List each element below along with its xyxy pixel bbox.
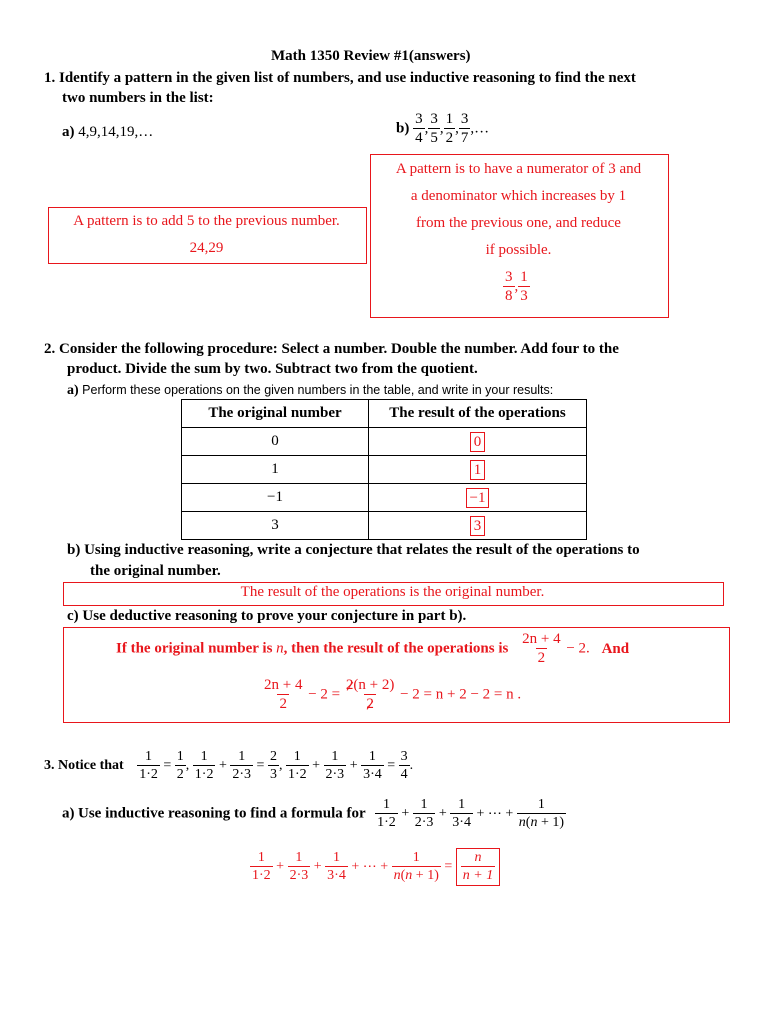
notice-frac: $\frac{2}{3}$	[269, 749, 277, 782]
table-row	[182, 428, 587, 456]
table-cell-result	[369, 428, 587, 456]
answer-2c-eq-tail: − 2 = n + 2 − 2 = n .	[400, 686, 522, 703]
formula-frac: $\frac{1}{1\cdot 2}$	[377, 797, 396, 830]
notice-frac: $\frac{1}{1\cdot 2}$	[139, 749, 158, 782]
question-1b-frac-3: $\frac{1}{2}$	[445, 111, 454, 146]
table-header-row	[182, 400, 587, 428]
answer-2c-line1	[116, 632, 629, 666]
result-value: 3	[470, 516, 486, 536]
answer-3a-formula: $\frac{1}{1\cdot 2}$ + $\frac{1}{2\cdot 3}$ + $\frac{1}{3\cdot 4}$ + ⋯ + $\frac{1}{n(n + 1)}$ = $\frac{n}{n + 1}$	[250, 848, 500, 886]
answer-2c-eq-part1: − 2 =	[308, 686, 341, 703]
question-2c-text: Use deductive reasoning to prove your conjecture in part b).	[82, 608, 467, 624]
answer-frac: $\frac{1}{n(n + 1)}$	[393, 850, 439, 883]
answer-3a-numerator: n	[474, 850, 482, 865]
answer-1b-line1: A pattern is to have a numerator of 3 and	[395, 161, 642, 177]
answer-frac: $\frac{1}{2\cdot 3}$	[289, 850, 309, 883]
question-2-number: 2.	[44, 341, 56, 357]
question-2b-label: b)	[67, 542, 81, 558]
table-cell-result	[369, 484, 587, 512]
question-3a-line: a) Use inductive reasoning to find a formula for $\frac{1}{1\cdot 2}$ + $\frac{1}{2\cdot 3}$ + $\frac{1}{3\cdot 4}$ + ⋯ + $\frac{1}{n(n + 1)}$	[62, 797, 564, 830]
notice-frac: $\frac{1}{2\cdot 3}$	[325, 749, 345, 782]
question-2b-text1: Using inductive reasoning, write a conjecture that relates the result of the operations to	[84, 542, 640, 558]
question-1b-ellipsis: ,…	[470, 120, 490, 137]
answer-2b-text: The result of the operations is the original number.	[240, 584, 545, 600]
table-cell-original: −1	[182, 484, 369, 512]
formula-frac: $\frac{1}{3\cdot 4}$	[452, 797, 471, 830]
notice-frac: $\frac{3}{4}$	[400, 749, 408, 782]
question-1-number: 1	[44, 70, 52, 86]
operations-table	[181, 399, 587, 540]
answer-2c-prefix: If the original number is	[116, 640, 273, 657]
question-2a-label: a)	[67, 383, 79, 398]
answer-1b-frac-1: $\frac{3}{8}$	[505, 269, 513, 304]
question-2c	[67, 608, 466, 625]
result-value: 1	[470, 460, 486, 480]
question-2-line2: product. Divide the sum by two. Subtract two from the quotient.	[67, 361, 478, 377]
answer-1a-line1: A pattern is to add 5 to the previous number.	[73, 213, 340, 229]
notice-frac: $\frac{1}{2\cdot 3}$	[232, 749, 252, 782]
question-1-line1: . Identify a pattern in the given list of numbers, and use inductive reasoning to find the next	[51, 70, 636, 86]
question-3-line: 3. Notice that $\frac{1}{1\cdot 2}$ = $\frac{1}{2}$ , $\frac{1}{1\cdot 2}$ + $\frac{1}{2\cdot 3}$ = $\frac{2}{3}$ , $\frac{1}{1\cdot 2}$ + $\frac{1}{2\cdot 3}$ + $\frac{1}{3\cdot 4}$ = $\frac{3}{4}$ .	[44, 749, 414, 782]
answer-2c-fraction: $\frac{2n + 4}{2}$	[522, 631, 561, 666]
answer-1b-line2: a denominator which increases by 1	[410, 188, 627, 204]
answer-1b-fractions: $\frac{3}{8}$ , $\frac{1}{3}$	[505, 269, 528, 304]
answer-2c-minus: − 2.	[566, 640, 590, 657]
question-1a-label: a)	[62, 124, 75, 140]
formula-frac: $\frac{1}{2\cdot 3}$	[414, 797, 434, 830]
answer-2c-var: n	[276, 640, 284, 657]
answer-2c-eq-frac1: $\frac{2n + 4}{2}$	[264, 677, 303, 712]
answer-3a-denominator: n + 1	[462, 868, 494, 883]
question-1b-frac-4: $\frac{3}{7}$	[460, 111, 469, 146]
result-value: 0	[470, 432, 486, 452]
question-3-intro: Notice that	[58, 758, 124, 773]
page-title: Math 1350 Review #1(answers)	[271, 48, 471, 64]
table-row	[182, 456, 587, 484]
notice-frac: $\frac{1}{1\cdot 2}$	[287, 749, 307, 782]
answer-2c-eq-frac2: $\frac{2(n + 2)}{2}$	[345, 677, 395, 712]
table-cell-original: 3	[182, 512, 369, 540]
question-2a-text: Perform these operations on the given numbers in the table, and write in your results:	[82, 383, 554, 397]
question-2b-line2: the original number.	[90, 563, 221, 579]
answer-1b-frac-2: $\frac{1}{3}$	[520, 269, 528, 304]
answer-1a-line2: 24,29	[189, 240, 224, 256]
question-1b: b) $\frac{3}{4}$ , $\frac{3}{5}$ , $\frac{1}{2}$ , $\frac{3}{7}$ ,…	[396, 111, 490, 146]
answer-1b-line4: if possible.	[485, 242, 552, 258]
table-cell-original: 1	[182, 456, 369, 484]
table-cell-result	[369, 456, 587, 484]
question-1b-label: b)	[396, 120, 410, 137]
answer-3a-result-box	[456, 848, 500, 886]
table-row	[182, 484, 587, 512]
table-header-original: The original number	[182, 400, 369, 428]
result-value: −1	[466, 488, 490, 508]
table-row	[182, 512, 587, 540]
question-2b-line1	[67, 542, 640, 559]
table-header-result: The result of the operations	[369, 400, 587, 428]
question-2-text1: Consider the following procedure: Select a number. Double the number. Add four to the	[59, 341, 619, 357]
answer-frac: $\frac{1}{3\cdot 4}$	[327, 850, 346, 883]
question-1a	[62, 124, 153, 141]
formula-frac: $\frac{1}{n(n + 1)}$	[518, 797, 564, 830]
question-2a	[67, 383, 553, 399]
table-cell-original: 0	[182, 428, 369, 456]
question-1b-frac-1: $\frac{3}{4}$	[415, 111, 423, 146]
question-3a-text: Use inductive reasoning to find a formula for	[78, 805, 366, 822]
question-2c-label: c)	[67, 608, 79, 624]
question-3-number: 3.	[44, 758, 55, 773]
answer-2c-equation	[262, 678, 521, 712]
notice-frac: $\frac{1}{1\cdot 2}$	[194, 749, 214, 782]
answer-2c-and: And	[601, 640, 630, 657]
question-1a-list: 4,9,14,19,…	[78, 124, 154, 140]
question-1-text	[44, 70, 636, 87]
notice-frac: $\frac{1}{3\cdot 4}$	[363, 749, 382, 782]
notice-frac: $\frac{1}{2}$	[176, 749, 184, 782]
table-cell-result	[369, 512, 587, 540]
answer-1b-line3: from the previous one, and reduce	[416, 215, 621, 231]
answer-2c-mid: , then the result of the operations is	[283, 640, 509, 657]
answer-frac: $\frac{1}{1\cdot 2}$	[252, 850, 271, 883]
question-2-line1	[44, 341, 619, 358]
question-3a-label: a)	[62, 805, 75, 822]
question-1b-frac-2: $\frac{3}{5}$	[430, 111, 438, 146]
question-1-line2: two numbers in the list:	[62, 90, 214, 106]
